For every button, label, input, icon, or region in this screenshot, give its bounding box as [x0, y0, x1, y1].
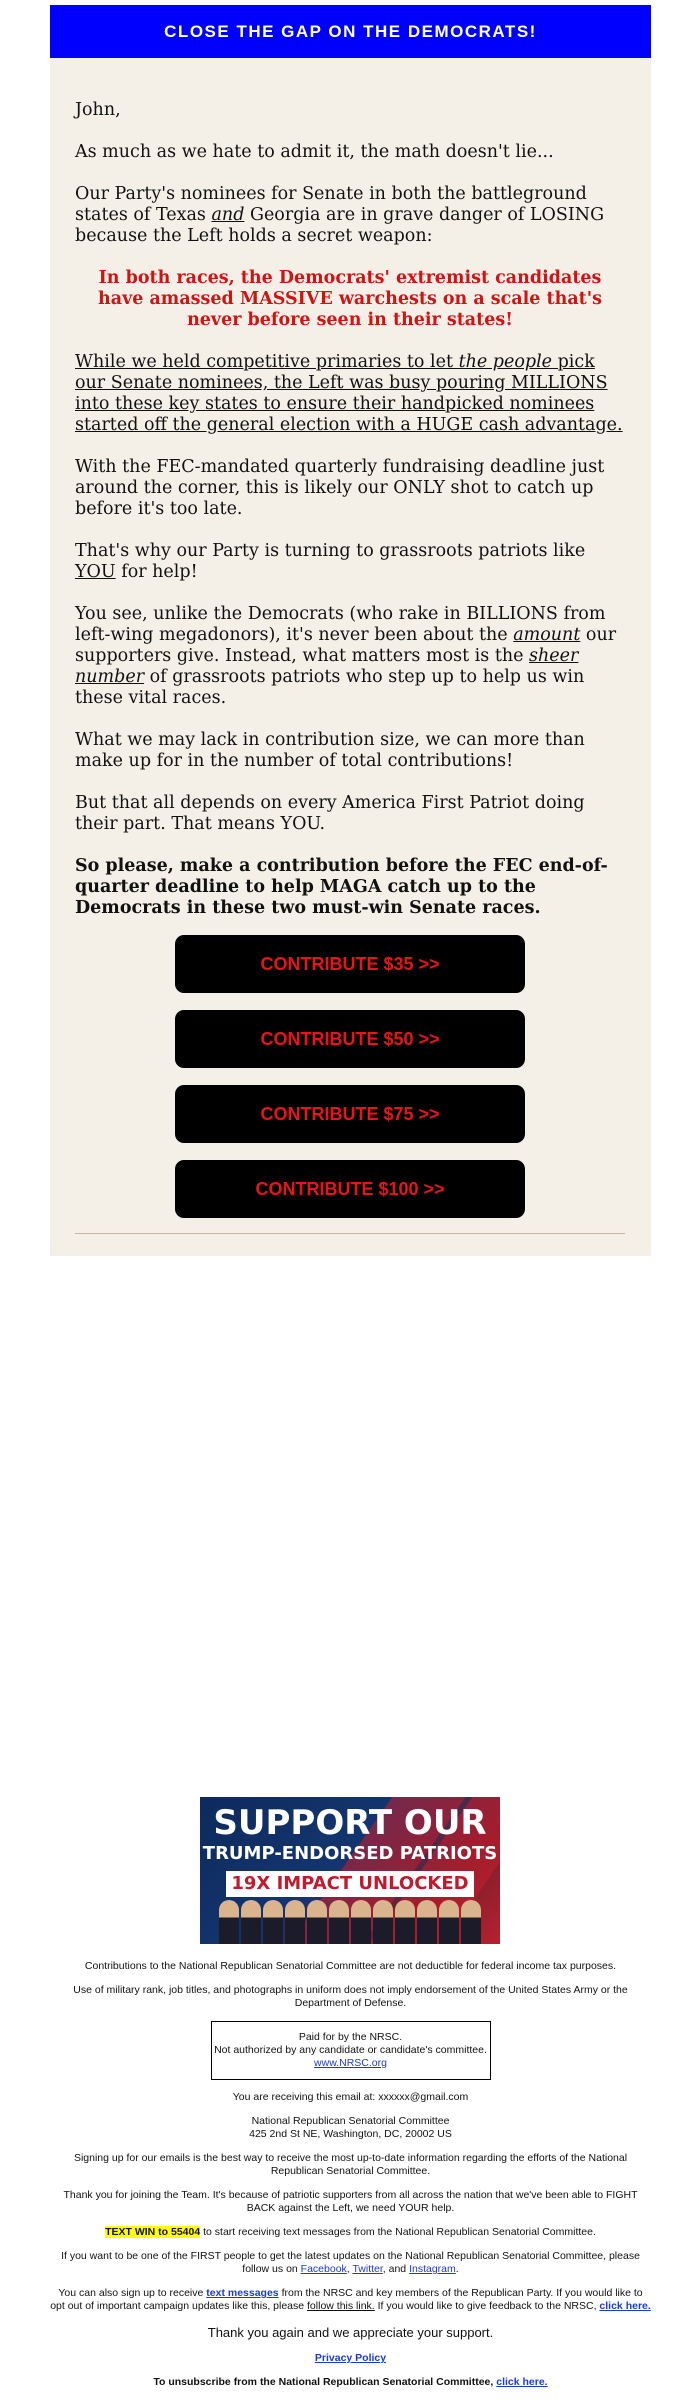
follow-this-link[interactable]: follow this link. [307, 2300, 375, 2312]
p2-text-a: Our Party's nominees for Senate in both the battleground states of Texas [75, 184, 587, 225]
candidate-photo [461, 1900, 481, 1944]
paragraph-9: So please, make a contribution before the FEC end-of-quarter deadline to help MAGA catch up to the Democrats in these two must-win Senate races. [75, 856, 608, 918]
paragraph-2 [75, 184, 625, 247]
p3-text-a: While we held competitive primaries to let [75, 352, 459, 372]
greeting: John, [75, 100, 121, 120]
paid-for-box [211, 2021, 491, 2080]
banner-line-1: SUPPORT OUR [213, 1803, 487, 1843]
contribute-75-button[interactable]: CONTRIBUTE $75 >> [175, 1085, 525, 1143]
p5-text-b: for help! [115, 562, 198, 582]
paid-for-line: Paid for by the NRSC. [298, 2031, 403, 2043]
candidate-photo [241, 1900, 261, 1944]
text-messages-link[interactable]: text messages [206, 2287, 279, 2299]
p2-text-b: Georgia are in grave danger of LOSING because the Left holds a secret weapon: [75, 205, 605, 246]
follow-us-line [50, 2250, 651, 2276]
candidate-photo [307, 1900, 327, 1944]
unsubscribe-text: To unsubscribe from the National Republican Senatorial Committee, [153, 2376, 497, 2388]
facebook-link[interactable]: Facebook [300, 2263, 347, 2275]
p6-text-c: of grassroots patriots who step up to help us win these vital races. [75, 667, 585, 708]
banner-candidate-photos [200, 1900, 500, 1944]
not-authorized-line: Not authorized by any candidate or candidate's committee. [214, 2044, 487, 2056]
paragraph-3 [75, 352, 625, 436]
candidate-photo [395, 1900, 415, 1944]
candidate-photo [263, 1900, 283, 1944]
banner-line-3: 19X IMPACT UNLOCKED [226, 1871, 474, 1897]
p6-sheer: sheer [529, 646, 579, 666]
p5-you: YOU [75, 562, 116, 582]
nrsc-website-link[interactable]: www.NRSC.org [314, 2057, 387, 2069]
privacy-line [50, 2352, 651, 2365]
support-patriots-banner-image[interactable] [200, 1797, 500, 1944]
tax-disclaimer: Contributions to the National Republican Senatorial Committee are not deductible for federal income tax purposes. [84, 1960, 617, 1972]
privacy-policy-link[interactable]: Privacy Policy [314, 2352, 387, 2364]
candidate-photo [373, 1900, 393, 1944]
candidate-photo [285, 1900, 305, 1944]
feedback-click-here-link[interactable]: click here. [599, 2300, 651, 2312]
thanks-line: Thank you again and we appreciate your support. [207, 2325, 494, 2340]
text-signup-rest: to start receiving text messages from the National Republican Senatorial Committee. [200, 2226, 596, 2238]
signup-info: Signing up for our emails is the best way to receive the most up-to-date information regarding the efforts of the National Republican Senatorial Committee. [73, 2152, 628, 2177]
sms-text-b: from the NRSC and key members of the Republican Party. If you would like to opt out of important campaign updates like this, please [50, 2287, 643, 2312]
org-address [50, 2115, 651, 2141]
paragraph-7: What we may lack in contribution size, we can more than make up for in the number of total contributions! [75, 730, 585, 771]
follow-text: If you want to be one of the FIRST people to get the latest updates on the National Republican Senatorial Committee, please follow us on [61, 2250, 640, 2275]
p3-text-b: pick our Senate nominees, the Left was busy pouring MILLIONS into these key states to ensure their handpicked nominees started off the general election with a HUGE cash advantage. [75, 352, 623, 435]
unsubscribe-line [50, 2376, 651, 2389]
paragraph-6 [75, 604, 625, 709]
sms-text-a: You can also sign up to receive [58, 2287, 207, 2299]
divider-line [75, 1233, 625, 1234]
p6-number: number [75, 667, 145, 687]
thank-you-team: Thank you for joining the Team. It's because of patriotic supporters from all across the nation that we've been able to FIGHT BACK against the Left, we need YOUR help. [63, 2189, 638, 2214]
p2-and: and [211, 205, 245, 225]
candidate-photo [439, 1900, 459, 1944]
sms-text-c: If you would like to give feedback to the NRSC, [374, 2300, 600, 2312]
paragraph-5 [75, 541, 625, 583]
p6-amount: amount [513, 625, 581, 645]
twitter-link[interactable]: Twitter [352, 2263, 383, 2275]
letter-body [75, 100, 625, 940]
receiving-email-line: You are receiving this email at: xxxxxx@gmail.com [232, 2091, 469, 2103]
sms-optout-line [50, 2287, 651, 2313]
unsubscribe-link[interactable]: click here. [496, 2376, 548, 2388]
p6-text-b: our supporters give. Instead, what matters most is the [75, 625, 617, 666]
paragraph-8: But that all depends on every America First Patriot doing their part. That means YOU. [75, 793, 585, 834]
letter-card [50, 58, 651, 1256]
email-footer [50, 1960, 651, 2400]
contribute-50-button[interactable]: CONTRIBUTE $50 >> [175, 1010, 525, 1068]
follow-and: , and [382, 2263, 410, 2275]
header-title: CLOSE THE GAP ON THE DEMOCRATS! [164, 21, 537, 41]
p5-text-a: That's why our Party is turning to grassroots patriots like [75, 541, 586, 561]
military-disclaimer: Use of military rank, job titles, and photographs in uniform does not imply endorsement of the United States Army or the Department of Defense. [73, 1984, 628, 2009]
candidate-photo [219, 1900, 239, 1944]
email-header-banner [50, 5, 651, 58]
follow-period: . [455, 2263, 459, 2275]
paragraph-4: With the FEC-mandated quarterly fundraising deadline just around the corner, this is likely our ONLY shot to catch up before it's too late. [75, 457, 605, 519]
banner-line-2: TRUMP-ENDORSED PATRIOTS [202, 1843, 498, 1864]
contribute-35-button[interactable]: CONTRIBUTE $35 >> [175, 935, 525, 993]
contribute-100-button[interactable]: CONTRIBUTE $100 >> [175, 1160, 525, 1218]
follow-comma: , [346, 2263, 353, 2275]
candidate-photo [329, 1900, 349, 1944]
org-street-address: 425 2nd St NE, Washington, DC, 20002 US [249, 2128, 452, 2140]
candidate-photo [351, 1900, 371, 1944]
paragraph-1: As much as we hate to admit it, the math doesn't lie... [75, 142, 554, 162]
p6-text-a: You see, unlike the Democrats (who rake in BILLIONS from left-wing megadonors), it's never been about the [75, 604, 606, 645]
instagram-link[interactable]: Instagram [409, 2263, 456, 2275]
text-win-highlight: TEXT WIN to 55404 [105, 2226, 201, 2238]
candidate-photo [417, 1900, 437, 1944]
text-signup-line [50, 2226, 651, 2239]
highlight-red-paragraph: In both races, the Democrats' extremist candidates have amassed MASSIVE warchests on a scale that's never before seen in their states! [98, 268, 602, 330]
p3-the-people: the people [458, 352, 553, 372]
org-name: National Republican Senatorial Committee [251, 2115, 450, 2127]
